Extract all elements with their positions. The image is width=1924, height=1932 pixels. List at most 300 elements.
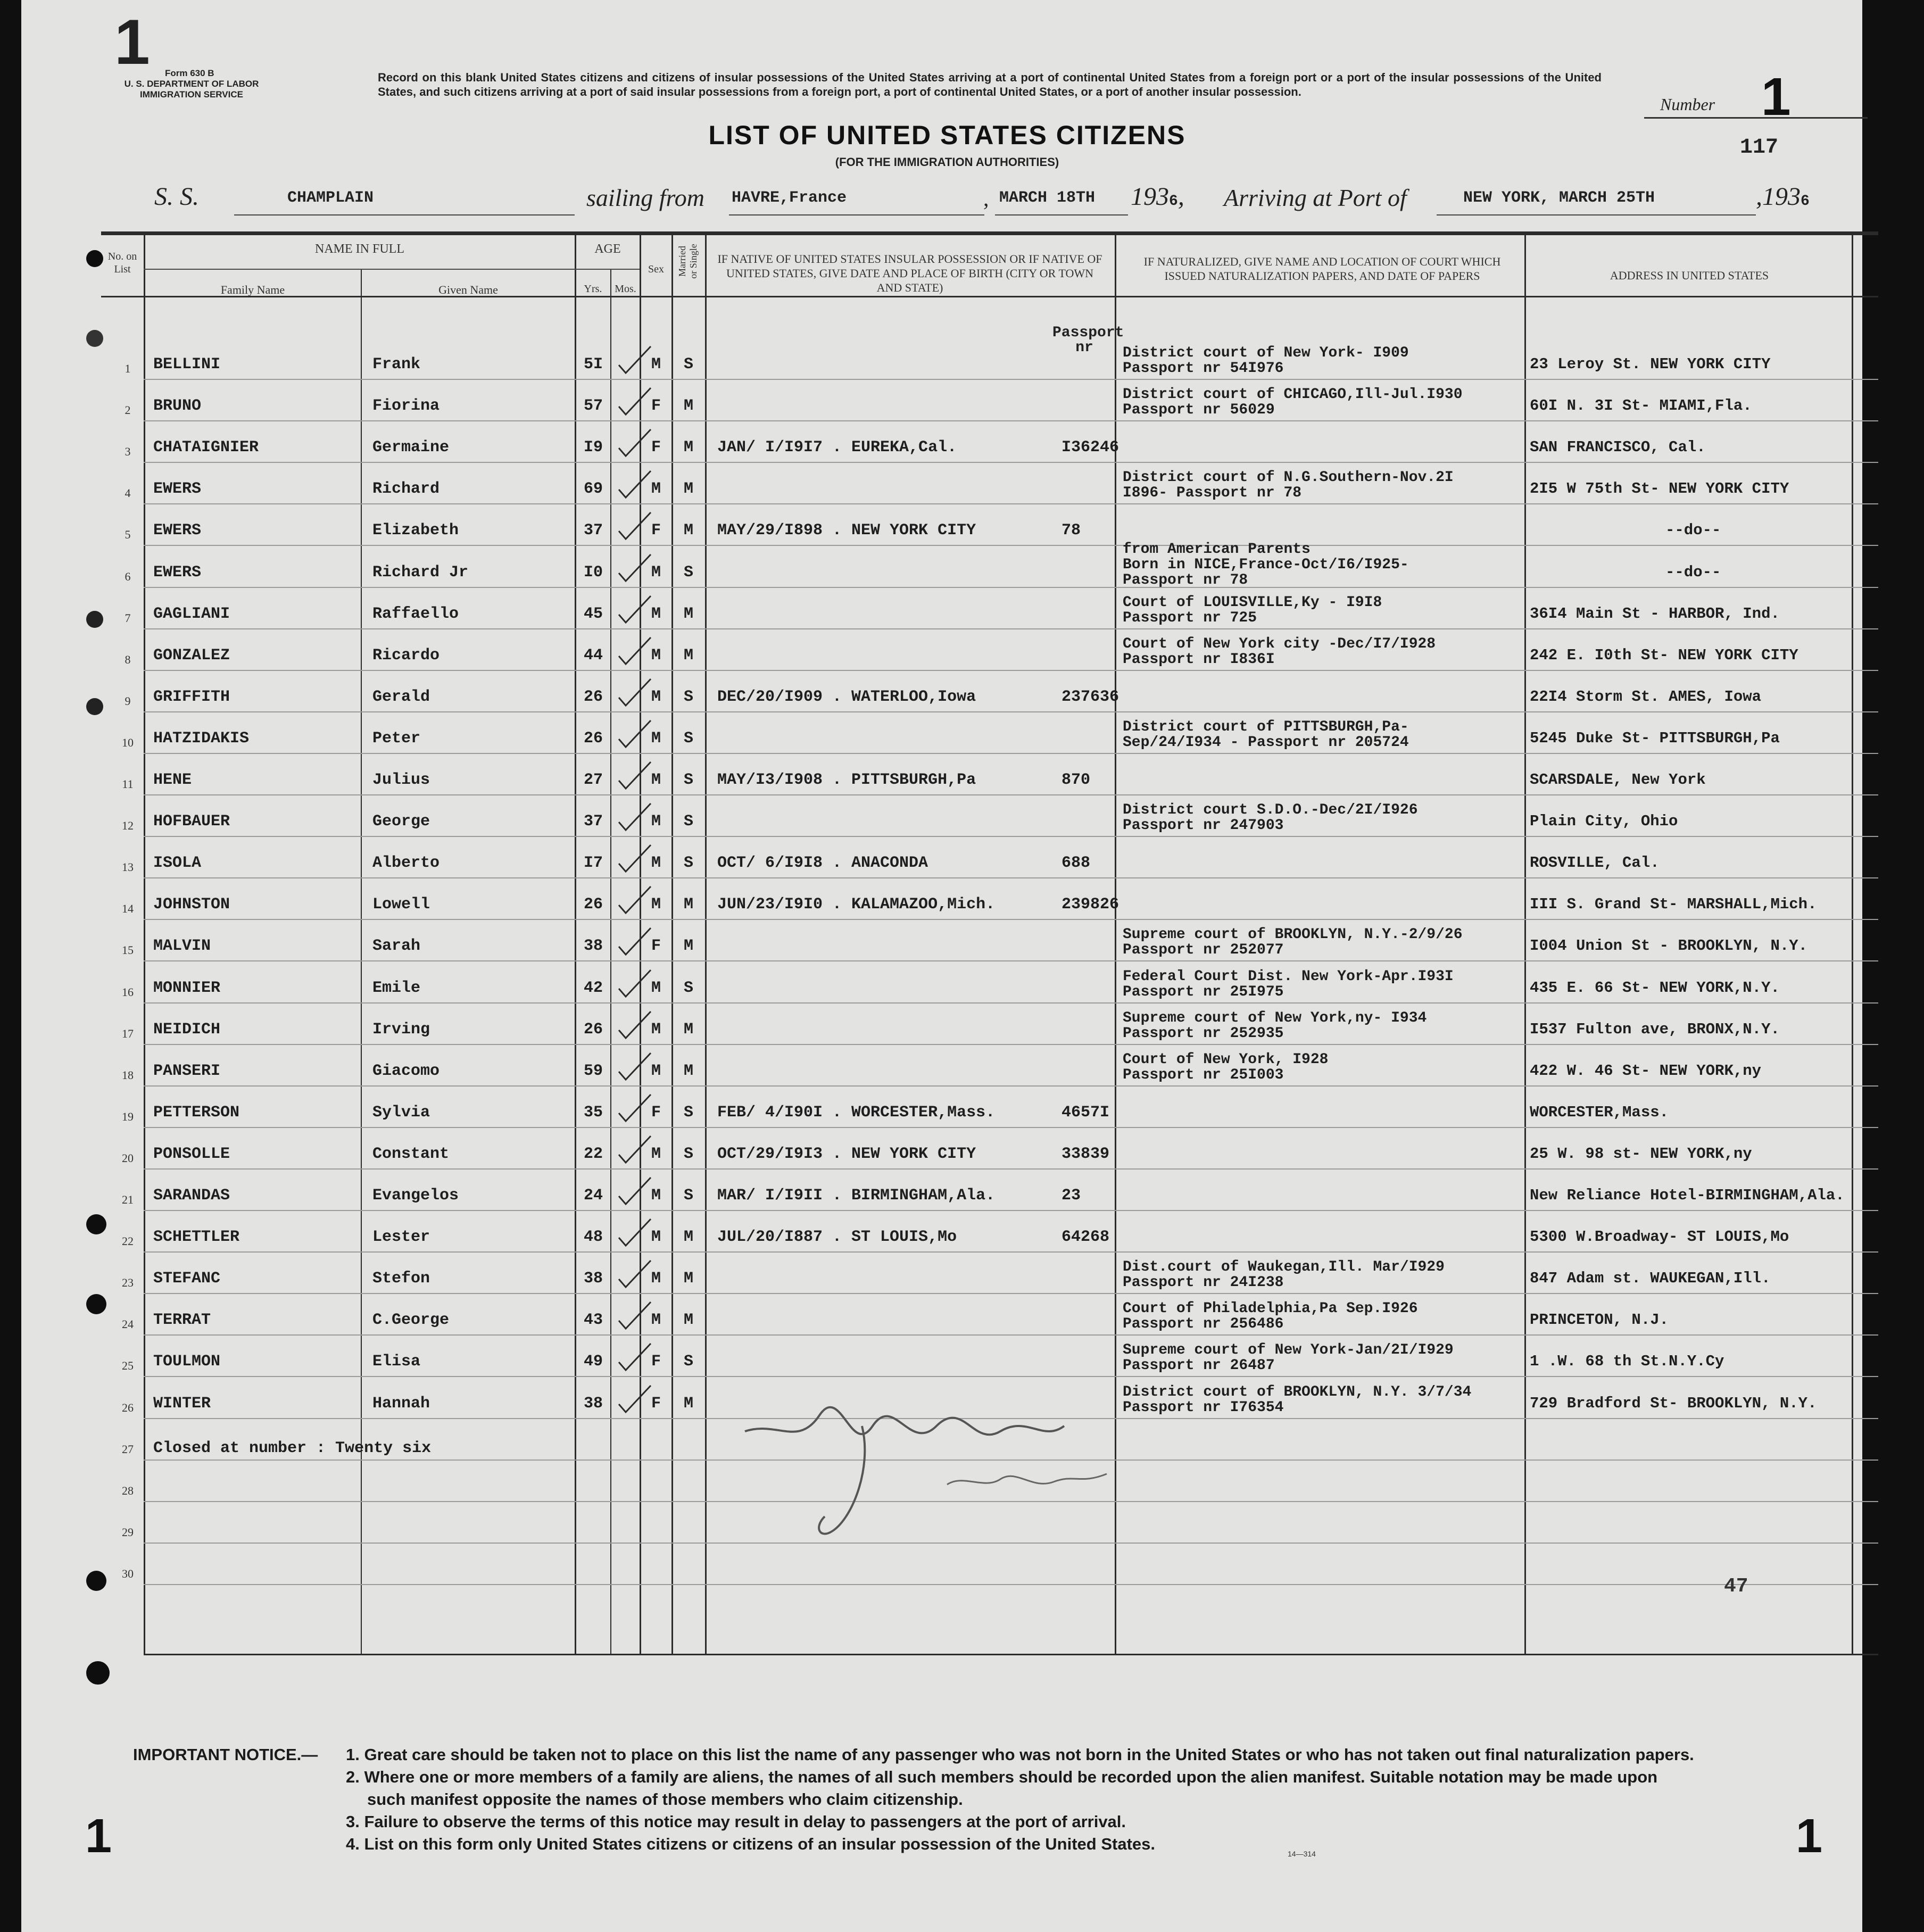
given-name: Elizabeth bbox=[372, 521, 459, 540]
marital-status: M bbox=[683, 438, 693, 457]
closing-note: Closed at number : Twenty six bbox=[153, 1439, 432, 1457]
check-mark-icon bbox=[616, 801, 653, 833]
year-1-suffix: 6 bbox=[1169, 193, 1178, 210]
marital-status: S bbox=[683, 854, 693, 872]
age-years: 24 bbox=[583, 1187, 603, 1205]
birth-date-place: OCT/ 6/I9I8 . ANACONDA bbox=[717, 854, 928, 872]
given-name: Fiorina bbox=[372, 397, 440, 415]
naturalization-line-2: Passport nr 25I975 bbox=[1123, 984, 1284, 1000]
arrival: NEW YORK, MARCH 25TH bbox=[1463, 189, 1655, 207]
naturalization-line-1: Court of New York city -Dec/I7/I928 bbox=[1123, 636, 1436, 652]
passport-number: 237636 bbox=[1061, 688, 1119, 706]
check-mark-icon bbox=[616, 552, 653, 584]
address: PRINCETON, N.J. bbox=[1530, 1311, 1669, 1329]
age-years: 26 bbox=[583, 688, 603, 706]
age-years: 48 bbox=[583, 1228, 603, 1246]
naturalization-line-3: Passport nr 78 bbox=[1123, 572, 1248, 588]
marital-status: M bbox=[683, 646, 693, 665]
sex: M bbox=[651, 1311, 661, 1329]
marital-status: M bbox=[683, 1270, 693, 1288]
address: 5300 W.Broadway- ST LOUIS,Mo bbox=[1530, 1228, 1789, 1246]
birth-date-place: MAR/ I/I9II . BIRMINGHAM,Ala. bbox=[717, 1187, 996, 1205]
naturalization-line-1: Court of LOUISVILLE,Ky - I9I8 bbox=[1123, 594, 1382, 611]
naturalization-line-1: District court of New York- I909 bbox=[1123, 345, 1409, 361]
address: 729 Bradford St- BROOKLYN, N.Y. bbox=[1530, 1395, 1817, 1412]
check-mark-icon bbox=[616, 635, 653, 667]
sex: M bbox=[651, 1062, 661, 1080]
row-rule bbox=[144, 711, 1878, 712]
naturalization-line-1: Court of New York, I928 bbox=[1123, 1051, 1329, 1068]
row-number: 10 bbox=[122, 736, 134, 749]
age-years: 27 bbox=[583, 771, 603, 789]
row-number: 29 bbox=[122, 1525, 134, 1539]
marital-status: M bbox=[683, 1021, 693, 1039]
check-mark-icon bbox=[616, 967, 653, 999]
check-mark-icon bbox=[616, 1009, 653, 1041]
family-name: PETTERSON bbox=[153, 1104, 240, 1122]
marital-status: S bbox=[683, 812, 693, 831]
row-rule bbox=[144, 960, 1878, 961]
given-name: Gerald bbox=[372, 688, 430, 706]
age-years: 38 bbox=[583, 937, 603, 955]
year-2-suffix: 6 bbox=[1801, 193, 1810, 210]
row-number: 25 bbox=[122, 1359, 134, 1372]
age-years: 45 bbox=[583, 605, 603, 623]
year-2: ,1936 bbox=[1756, 183, 1810, 211]
inspector-signature bbox=[734, 1394, 1171, 1564]
sex: M bbox=[651, 646, 661, 665]
family-name: EWERS bbox=[153, 563, 202, 582]
check-mark-icon bbox=[616, 1341, 653, 1373]
address: 1 .W. 68 th St.N.Y.Cy bbox=[1530, 1353, 1724, 1370]
check-mark-icon bbox=[616, 1258, 653, 1290]
marital-status: M bbox=[683, 1311, 693, 1329]
check-mark-icon bbox=[616, 1299, 653, 1331]
row-number: 28 bbox=[122, 1484, 134, 1497]
row-rule bbox=[144, 545, 1878, 546]
row-number: 26 bbox=[122, 1401, 134, 1414]
marital-status: M bbox=[683, 937, 693, 955]
row-number: 21 bbox=[122, 1193, 134, 1206]
passport-number: 64268 bbox=[1061, 1228, 1110, 1246]
passport-number: 23 bbox=[1061, 1187, 1081, 1205]
header-married-single: Married or Single bbox=[677, 244, 699, 279]
passport-number: I36246 bbox=[1061, 438, 1119, 457]
naturalization-line-2: I896- Passport nr 78 bbox=[1123, 485, 1302, 501]
check-mark-icon bbox=[616, 468, 653, 500]
family-name: GONZALEZ bbox=[153, 646, 230, 665]
check-mark-icon bbox=[616, 593, 653, 625]
address: SCARSDALE, New York bbox=[1530, 771, 1706, 789]
ss-label: S. S. bbox=[154, 183, 199, 211]
family-name: BELLINI bbox=[153, 355, 221, 374]
header-family-name: Family Name bbox=[220, 283, 285, 296]
notice-item-3: 3. Failure to observe the terms of this notice may result in delay to passengers at the port of arrival. bbox=[346, 1812, 1126, 1831]
address: I004 Union St - BROOKLYN, N.Y. bbox=[1530, 937, 1808, 955]
family-name: EWERS bbox=[153, 521, 202, 540]
form-number: Form 630 B bbox=[165, 68, 214, 78]
age-years: 22 bbox=[583, 1145, 603, 1163]
age-years: 57 bbox=[583, 397, 603, 415]
row-rule bbox=[144, 836, 1878, 837]
year-1: 1936, bbox=[1131, 183, 1184, 211]
age-years: 42 bbox=[583, 979, 603, 997]
age-years: 35 bbox=[583, 1104, 603, 1122]
header-no: No. on List bbox=[107, 251, 137, 275]
naturalization-line-1: from American Parents bbox=[1123, 541, 1311, 558]
check-mark-icon bbox=[616, 510, 653, 542]
address: 22I4 Storm St. AMES, Iowa bbox=[1530, 688, 1762, 706]
naturalization-line-1: District court S.D.O.-Dec/2I/I926 bbox=[1123, 802, 1418, 818]
given-name: Emile bbox=[372, 979, 421, 997]
naturalization-line-1: Federal Court Dist. New York-Apr.I93I bbox=[1123, 968, 1454, 985]
given-name: Giacomo bbox=[372, 1062, 440, 1080]
header-native: IF NATIVE OF UNITED STATES INSULAR POSSESSION OR IF NATIVE OF UNITED STATES, GIVE DATE AND PLACE OF BIRTH (CITY OR TOWN AND STATE) bbox=[717, 252, 1102, 294]
address: 25 W. 98 st- NEW YORK,ny bbox=[1530, 1145, 1752, 1163]
birth-date-place: JAN/ I/I9I7 . EUREKA,Cal. bbox=[717, 438, 957, 457]
naturalization-line-1: District court of BROOKLYN, N.Y. 3/7/34 bbox=[1123, 1384, 1472, 1400]
number-underline bbox=[1644, 117, 1868, 119]
number-value: 1 bbox=[1761, 67, 1791, 127]
marital-status: S bbox=[683, 1353, 693, 1371]
age-years: I0 bbox=[583, 563, 603, 582]
row-rule bbox=[144, 670, 1878, 671]
stamp-47: 47 bbox=[1724, 1575, 1748, 1598]
naturalization-line-1: Court of Philadelphia,Pa Sep.I926 bbox=[1123, 1300, 1418, 1317]
check-mark-icon bbox=[616, 884, 653, 916]
row-rule bbox=[144, 1584, 1878, 1585]
sex: M bbox=[651, 812, 661, 831]
age-years: 59 bbox=[583, 1062, 603, 1080]
row-number: 11 bbox=[122, 777, 134, 791]
row-rule bbox=[144, 1127, 1878, 1128]
row-number: 15 bbox=[122, 943, 134, 957]
passport-number: 33839 bbox=[1061, 1145, 1110, 1163]
header-naturalized: IF NATURALIZED, GIVE NAME AND LOCATION OF COURT WHICH ISSUED NATURALIZATION PAPERS, AND DATE OF PAPERS bbox=[1143, 255, 1501, 283]
sex: M bbox=[651, 688, 661, 706]
row-rule bbox=[144, 1334, 1878, 1336]
given-name: C.George bbox=[372, 1311, 450, 1329]
family-name: BRUNO bbox=[153, 397, 202, 415]
marital-status: M bbox=[683, 397, 693, 415]
service: IMMIGRATION SERVICE bbox=[140, 89, 243, 99]
naturalization-line-2: Passport nr 24I238 bbox=[1123, 1274, 1284, 1291]
address: III S. Grand St- MARSHALL,Mich. bbox=[1530, 895, 1817, 913]
marital-status: M bbox=[683, 895, 693, 914]
page-title: LIST OF UNITED STATES CITIZENS bbox=[708, 120, 1186, 150]
birth-date-place: JUN/23/I9I0 . KALAMAZOO,Mich. bbox=[717, 895, 996, 914]
sailing-label: sailing from bbox=[586, 184, 704, 211]
header-given-name: Given Name bbox=[438, 283, 498, 296]
sex: M bbox=[651, 563, 661, 582]
check-mark-icon bbox=[616, 1383, 653, 1415]
row-number: 6 bbox=[125, 570, 131, 583]
family-name: TERRAT bbox=[153, 1311, 211, 1329]
passport-number: 78 bbox=[1061, 521, 1081, 540]
marital-status: S bbox=[683, 729, 693, 748]
given-name: Julius bbox=[372, 771, 430, 789]
family-name: GRIFFITH bbox=[153, 688, 230, 706]
family-name: MALVIN bbox=[153, 937, 211, 955]
check-mark-icon bbox=[616, 759, 653, 791]
address: 242 E. I0th St- NEW YORK CITY bbox=[1530, 646, 1798, 664]
check-mark-icon bbox=[616, 1092, 653, 1124]
header-name-in-full: NAME IN FULL bbox=[315, 242, 404, 256]
marital-status: S bbox=[683, 355, 693, 374]
family-name: HENE bbox=[153, 771, 192, 789]
age-years: 44 bbox=[583, 646, 603, 665]
passport-col-label: Passport nr bbox=[1052, 325, 1124, 356]
notice-item-1: 1. Great care should be taken not to place on this list the name of any passenger who was not born in the United States or who has not taken out final naturalization papers. bbox=[346, 1745, 1694, 1764]
row-rule bbox=[144, 628, 1878, 629]
age-years: 69 bbox=[583, 480, 603, 498]
address: 435 E. 66 St- NEW YORK,N.Y. bbox=[1530, 979, 1780, 997]
given-name: Stefon bbox=[372, 1270, 430, 1288]
family-name: HATZIDAKIS bbox=[153, 729, 250, 748]
family-name: TOULMON bbox=[153, 1353, 221, 1371]
family-name: PONSOLLE bbox=[153, 1145, 230, 1163]
age-years: 43 bbox=[583, 1311, 603, 1329]
sex: M bbox=[651, 979, 661, 997]
ship-name: CHAMPLAIN bbox=[287, 189, 374, 207]
marital-status: S bbox=[683, 688, 693, 706]
given-name: Evangelos bbox=[372, 1187, 459, 1205]
sex: F bbox=[651, 397, 661, 415]
family-name: SARANDAS bbox=[153, 1187, 230, 1205]
notice-item-2-cont: such manifest opposite the names of those members who claim citizenship. bbox=[367, 1790, 963, 1809]
age-years: 49 bbox=[583, 1353, 603, 1371]
corner-number: 1 bbox=[114, 6, 150, 78]
punch-hole bbox=[86, 611, 103, 628]
sex: F bbox=[651, 1353, 661, 1371]
check-mark-icon bbox=[616, 1050, 653, 1082]
naturalization-line-2: Passport nr 252077 bbox=[1123, 942, 1284, 958]
sex: M bbox=[651, 771, 661, 789]
row-rule bbox=[144, 1210, 1878, 1211]
birth-date-place: MAY/29/I898 . NEW YORK CITY bbox=[717, 521, 976, 540]
age-years: 5I bbox=[583, 355, 603, 374]
marital-status: S bbox=[683, 1104, 693, 1122]
birth-date-place: OCT/29/I9I3 . NEW YORK CITY bbox=[717, 1145, 976, 1163]
marital-status: M bbox=[683, 480, 693, 498]
marital-status: S bbox=[683, 1145, 693, 1163]
page-stamp: 117 bbox=[1740, 136, 1779, 160]
age-years: 26 bbox=[583, 729, 603, 748]
family-name: MONNIER bbox=[153, 979, 221, 997]
row-rule bbox=[144, 1293, 1878, 1294]
naturalization-line-2: Passport nr 247903 bbox=[1123, 817, 1284, 834]
naturalization-line-1: Supreme court of New York-Jan/2I/I929 bbox=[1123, 1342, 1454, 1358]
passport-number: 4657I bbox=[1061, 1104, 1110, 1122]
address: 2I5 W 75th St- NEW YORK CITY bbox=[1530, 480, 1789, 497]
row-number: 20 bbox=[122, 1151, 134, 1165]
punch-hole bbox=[86, 250, 103, 267]
family-name: STEFANC bbox=[153, 1270, 221, 1288]
marital-status: M bbox=[683, 1228, 693, 1246]
naturalization-line-1: Supreme court of BROOKLYN, N.Y.-2/9/26 bbox=[1123, 926, 1463, 943]
row-rule bbox=[144, 794, 1878, 795]
family-name: PANSERI bbox=[153, 1062, 221, 1080]
family-name: EWERS bbox=[153, 480, 202, 498]
sex: M bbox=[651, 605, 661, 623]
age-years: I7 bbox=[583, 854, 603, 872]
given-name: Elisa bbox=[372, 1353, 421, 1371]
given-name: Constant bbox=[372, 1145, 450, 1163]
punch-hole bbox=[86, 1214, 106, 1234]
bottom-right-number: 1 bbox=[1796, 1810, 1823, 1863]
row-rule bbox=[144, 420, 1878, 421]
header-yrs: Yrs. bbox=[584, 283, 602, 295]
address: ROSVILLE, Cal. bbox=[1530, 854, 1660, 872]
given-name: Raffaello bbox=[372, 605, 459, 623]
given-name: Richard bbox=[372, 480, 440, 498]
given-name: Peter bbox=[372, 729, 421, 748]
instructions: Record on this blank United States citizens and citizens of insular possessions of the United States arriving at a port of continental United States from a foreign port or a port of the insular possessions of the United States, and such citizens arriving at a port of said insular possessions from a foreign port, a port of continental United States, or a port of another insular possession. bbox=[378, 71, 1602, 98]
age-years: 38 bbox=[583, 1395, 603, 1413]
row-number: 14 bbox=[122, 902, 134, 915]
row-number: 12 bbox=[122, 819, 134, 832]
sex: M bbox=[651, 480, 661, 498]
punch-hole bbox=[86, 1571, 106, 1591]
header-mos: Mos. bbox=[615, 283, 636, 295]
check-mark-icon bbox=[616, 427, 653, 459]
marital-status: S bbox=[683, 1187, 693, 1205]
age-years: 26 bbox=[583, 1021, 603, 1039]
sex: M bbox=[651, 854, 661, 872]
row-rule bbox=[144, 462, 1878, 463]
year-2-prefix: 193 bbox=[1762, 183, 1801, 211]
given-name: George bbox=[372, 812, 430, 831]
age-years: 37 bbox=[583, 521, 603, 540]
birth-date-place: DEC/20/I909 . WATERLOO,Iowa bbox=[717, 688, 976, 706]
row-number: 1 bbox=[125, 362, 131, 375]
row-rule bbox=[144, 503, 1878, 504]
given-name: Irving bbox=[372, 1021, 430, 1039]
naturalization-line-2: Born in NICE,France-Oct/I6/I925- bbox=[1123, 557, 1409, 573]
row-number: 27 bbox=[122, 1442, 134, 1456]
given-name: Sarah bbox=[372, 937, 421, 955]
naturalization-line-2: Passport nr 256486 bbox=[1123, 1316, 1284, 1332]
age-years: 38 bbox=[583, 1270, 603, 1288]
sex: M bbox=[651, 1228, 661, 1246]
marital-status: S bbox=[683, 771, 693, 789]
department: U. S. DEPARTMENT OF LABOR bbox=[124, 79, 259, 89]
family-name: HOFBAUER bbox=[153, 812, 230, 831]
passport-number: 688 bbox=[1061, 854, 1091, 872]
naturalization-line-2: Passport nr 252935 bbox=[1123, 1025, 1284, 1042]
sex: F bbox=[651, 521, 661, 540]
arriving-label: Arriving at Port of bbox=[1224, 184, 1407, 211]
check-mark-icon bbox=[616, 842, 653, 874]
row-number: 7 bbox=[125, 611, 131, 625]
age-years: 26 bbox=[583, 895, 603, 914]
row-number: 5 bbox=[125, 528, 131, 541]
punch-hole bbox=[86, 330, 103, 347]
check-mark-icon bbox=[616, 676, 653, 708]
sex: M bbox=[651, 729, 661, 748]
family-name: ISOLA bbox=[153, 854, 202, 872]
row-number: 9 bbox=[125, 694, 131, 708]
table-bottom-rule bbox=[144, 1654, 1878, 1655]
naturalization-line-2: Passport nr 56029 bbox=[1123, 402, 1275, 418]
address: WORCESTER,Mass. bbox=[1530, 1104, 1669, 1121]
naturalization-line-1: District court of N.G.Southern-Nov.2I bbox=[1123, 469, 1454, 486]
naturalization-line-1: District court of CHICAGO,Ill-Jul.I930 bbox=[1123, 386, 1463, 403]
check-mark-icon bbox=[616, 1216, 653, 1248]
punch-hole bbox=[86, 1661, 110, 1685]
address: --do-- bbox=[1665, 521, 1721, 539]
row-number: 16 bbox=[122, 985, 134, 999]
row-rule bbox=[144, 1085, 1878, 1087]
form-id-block bbox=[101, 68, 282, 100]
sex: F bbox=[651, 937, 661, 955]
sex: F bbox=[651, 1395, 661, 1413]
sex: M bbox=[651, 355, 661, 374]
check-mark-icon bbox=[616, 1175, 653, 1207]
age-years: 37 bbox=[583, 812, 603, 831]
address: 422 W. 46 St- NEW YORK,ny bbox=[1530, 1062, 1762, 1080]
address: Plain City, Ohio bbox=[1530, 812, 1678, 830]
marital-status: M bbox=[683, 521, 693, 540]
given-name: Lester bbox=[372, 1228, 430, 1246]
given-name: Alberto bbox=[372, 854, 440, 872]
birth-date-place: JUL/20/I887 . ST LOUIS,Mo bbox=[717, 1228, 957, 1246]
given-name: Ricardo bbox=[372, 646, 440, 665]
family-name: CHATAIGNIER bbox=[153, 438, 259, 457]
row-rule bbox=[144, 1168, 1878, 1170]
given-name: Hannah bbox=[372, 1395, 430, 1413]
marital-status: M bbox=[683, 1062, 693, 1080]
family-name: SCHETTLER bbox=[153, 1228, 240, 1246]
notice-item-4: 4. List on this form only United States citizens or citizens of an insular possession of the United States. bbox=[346, 1835, 1155, 1853]
row-number: 24 bbox=[122, 1317, 134, 1331]
marital-status: S bbox=[683, 563, 693, 582]
naturalization-line-2: Sep/24/I934 - Passport nr 205724 bbox=[1123, 734, 1409, 751]
birth-date-place: FEB/ 4/I90I . WORCESTER,Mass. bbox=[717, 1104, 996, 1122]
check-mark-icon bbox=[616, 1133, 653, 1165]
given-name: Richard Jr bbox=[372, 563, 469, 582]
year-1-prefix: 193 bbox=[1131, 183, 1169, 211]
row-number: 4 bbox=[125, 486, 131, 500]
punch-hole bbox=[86, 698, 103, 715]
sex: M bbox=[651, 1187, 661, 1205]
sex: M bbox=[651, 1145, 661, 1163]
sex: M bbox=[651, 1270, 661, 1288]
row-number: 19 bbox=[122, 1110, 134, 1123]
notice-label: IMPORTANT NOTICE.— bbox=[133, 1745, 318, 1764]
given-name: Lowell bbox=[372, 895, 430, 914]
family-name: NEIDICH bbox=[153, 1021, 221, 1039]
row-rule bbox=[144, 379, 1878, 380]
row-number: 22 bbox=[122, 1234, 134, 1248]
naturalization-line-2: Passport nr I836I bbox=[1123, 651, 1275, 668]
birth-date-place: MAY/I3/I908 . PITTSBURGH,Pa bbox=[717, 771, 976, 789]
row-rule bbox=[144, 753, 1878, 754]
address: 847 Adam st. WAUKEGAN,Ill. bbox=[1530, 1270, 1771, 1287]
given-name: Sylvia bbox=[372, 1104, 430, 1122]
punch-hole bbox=[86, 1294, 106, 1314]
naturalization-line-1: Dist.court of Waukegan,Ill. Mar/I929 bbox=[1123, 1259, 1445, 1275]
row-number: 30 bbox=[122, 1567, 134, 1580]
check-mark-icon bbox=[616, 718, 653, 750]
row-number: 2 bbox=[125, 403, 131, 417]
bottom-left-number: 1 bbox=[85, 1810, 112, 1863]
naturalization-line-2: Passport nr 25I003 bbox=[1123, 1067, 1284, 1083]
naturalization-line-2: Passport nr 725 bbox=[1123, 610, 1257, 626]
check-mark-icon bbox=[616, 385, 653, 417]
manifest-sheet: 1 Form 630 B U. S. DEPARTMENT OF LABOR IMMIGRATION SERVICE Record on this blank United States citizens and citizens of insular possessions of the United States arriving at a port of continental United States from a foreign port or a port of the insular possessions of the United States, and such citizens arriving at a port of said insular possessions from a foreign port, a port of continental United States, or a port of another insular possession. LIST OF UNITED STATES CITIZENS (FOR THE IMMIGRATION AUTHORITIES) Number 1 117 S. S. CHAMPLAIN sailing from HAVRE,France , MARCH 18TH 1936, Arriving at Port of NEW YORK, MARCH 25TH ,1936 No. on List NAME IN FULL Family Name Given Name AGE Yrs. Mos. Sex Married or Single IF NATIVE OF UNITED STATES INSULAR POSSESSION OR IF NATIVE OF UNITED STATES, GIVE DATE AND PLACE OF BIRTH (CITY OR TOWN AND STATE) IF NATURALIZED, GIVE NAME AND LOCATION OF COURT WHICH ISSUED NATURALIZATION PAPERS, AND DATE OF PAPERS ADDRESS IN UNITED STATES Passport nr 1 BELLINI Frank 5I M S District court of New York- I909 Passport nr 54I976 23 Leroy St. NEW YORK CITY 2 BRUNO Fiorina 57 F M District court of CHICAGO,Ill-Jul.I930 Passport nr 56029 60I N. 3I St- MIAMI,Fla. 3 CHATAIGNIER Germaine I9 F M JAN/ I/I9I7 . EUREKA,Cal. I36246 SAN FRANCISCO, Cal. 4 EWERS Richard 69 M M District court of N.G.Southern-Nov.2I I896- Passport nr 78 2I5 W 75th St- NEW YORK CITY 5 EWERS Elizabeth 37 F M MAY/29/I898 . NEW YORK CITY 78 --do-- 6 EWERS Richard Jr I0 M S from American Parents Born in NICE,France-Oct/I6/I925- Passport nr 78 --do-- 7 GAGLIANI Raffaello 45 M M Court of LOUISVILLE,Ky - I9I8 Passport nr 725 36I4 Main St - HARBOR, Ind. 8 GONZALEZ Ricardo 44 M M Court of New York city -Dec/I7/I928 Passport nr I836I 242 E. I0th St- NEW YORK CITY 9 GRIFFITH Gerald 26 M S DEC/20/I909 . WATERLOO,Iowa 237636 22I4 Storm St. AMES, Iowa 10 HATZIDAKIS Peter 26 M S District court of PITTSBURGH,Pa- Sep/24/I934 - Passport nr 205724 5245 Duke St- PITTSBURGH,Pa 11 HENE Julius 27 M S MAY/I3/I908 . PITTSBURGH,Pa 870 SCARSDALE, New York 12 HOFBAUER George 37 M S District court S.D.O.-Dec/2I/I926 Passport nr 247903 Plain City, Ohio 13 ISOLA Alberto I7 M S OCT/ 6/I9I8 . ANACONDA 688 ROSVILLE, Cal. 14 JOHNSTON Lowell 26 M M JUN/23/I9I0 . KALAMAZOO,Mich. 239826 III S. Grand St- MARSHALL,Mich. 15 MALVIN Sarah 38 F M Supreme court of BROOKLYN, N.Y.-2/9/26 Passport nr 252077 I004 Union St - BROOKLYN, N.Y. 16 MONNIER Emile 42 M S Federal Court Dist. New York-Apr.I93I Passport nr 25I975 435 E. 66 St- NEW YORK,N.Y. 17 NEIDICH Irving 26 M M Supreme court of New York,ny- I934 Passport nr 252935 I537 Fulton ave, BRONX,N.Y. 18 PANSERI Giacomo 59 M M Court of New York, I928 Passport nr 25I003 422 W. 46 St- NEW YORK,ny 19 PETTERSON Sylvia 35 F S FEB/ 4/I90I . WORCESTER,Mass. 4657I WORCESTER,Mass. 20 PONSOLLE Constant 22 M S OCT/29/I9I3 . NEW YORK CITY 33839 25 W. 98 st- NEW YORK,ny 21 SARANDAS Evangelos 24 M S MAR/ I/I9II . BIRMINGHAM,Ala. 23 New Reliance Hotel-BIRMINGHAM,Ala. 22 SCHETTLER Lester 48 M M JUL/20/I887 . ST LOUIS,Mo 64268 5300 W.Broadway- ST LOUIS,Mo 23 STEFANC Stefon 38 M M Dist.court of Waukegan,Ill. Mar/I929 Passport nr 24I238 847 Adam st. WAUKEGAN,Ill. 24 TERRAT C.George 43 M M Court of Philadelphia,Pa Sep.I926 Passport nr 256486 PRINCETON, N.J. 25 TOULMON Elisa 49 F S Supreme court of New York-Jan/2I/I929 Passport nr 26487 1 .W. 68 th St.N.Y.Cy 26 WINTER Hannah 38 F M District court of BROOKLYN, N.Y. 3/7/34 Passport nr I76354 729 Bradford St- BROOKLYN, N.Y. 27 28 29 30 Closed at number : Twenty six 47 IMPORTANT NOTICE.— 1. Great care should be taken not to place on this list the name of any passenger who was not born in the United States or who has not taken out final naturalization papers. 2. Where one or more members of a family are aliens, the names of all such members should be recorded upon the alien manifest. Suitable notation may be made upon such manifest opposite the names of those members who claim citizenship. 3. Failure to observe the terms of this notice may result in delay to passengers at the port of arrival. 4. List on this form only United States citizens or citizens of an insular possession of the United States. 14—314 1 1 bbox=[21, 0, 1862, 1932]
header-sex: Sex bbox=[648, 263, 664, 275]
